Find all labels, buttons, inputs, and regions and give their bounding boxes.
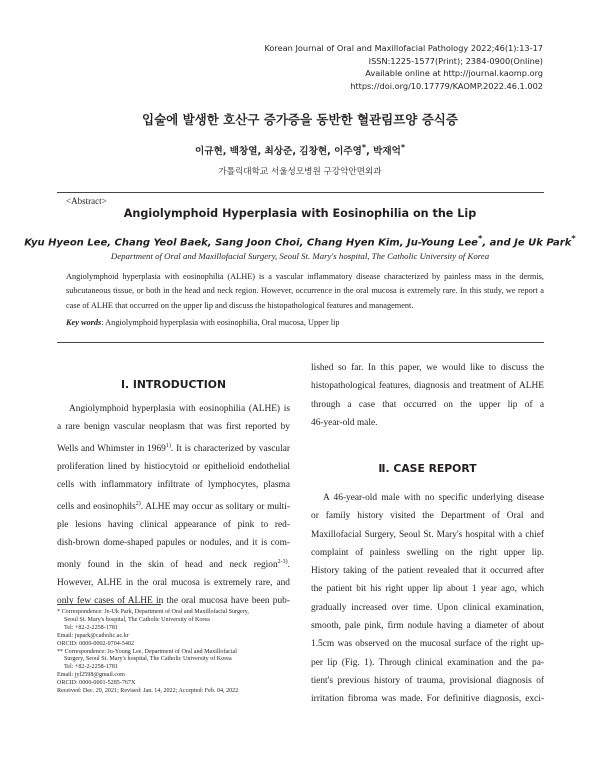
introduction-heading: Ⅰ. INTRODUCTION — [120, 378, 227, 391]
abstract-bottom-rule — [57, 342, 544, 343]
keywords-list: : Angiolymphoid hyperplasia with eosinophilia, Oral mucosa, Upper lip — [101, 318, 340, 327]
intro-line — [57, 495, 290, 516]
abstract-top-rule — [57, 192, 544, 193]
case-line: History taking of the patient revealed that it occurred after — [311, 566, 544, 577]
intro-line: Angiolymphoid hyperplasia with eosinophilia (ALHE) is — [69, 404, 290, 414]
intro-line-text: Wells and Whimster in 1969 — [57, 443, 166, 454]
korean-author-list: 이규현, 백창열, 최상준, 김창현, 이주영 — [194, 146, 362, 158]
korean-authors — [0, 143, 600, 157]
journal-online-url[interactable]: Available online at http://journal.kaomp.org — [365, 68, 543, 79]
journal-header — [264, 42, 543, 92]
footnote-line: * Correspondence: Je-Uk Park, Department of Oral and Maxillofacial Surgery, — [57, 609, 249, 615]
case-line: A 46-year-old male with no specific underlying disease — [323, 493, 544, 503]
case-line: Maxillofacial Surgery, Seoul St. Mary's hospital with a chief — [311, 529, 544, 540]
korean-author-mark-1: * — [361, 143, 367, 152]
intro-line: 46-year-old male. — [311, 417, 378, 428]
case-line: irritation fibroma was made. For definitive diagnosis, exci- — [311, 694, 544, 705]
footnotes — [57, 609, 297, 696]
intro-line: cells with inflammatory infiltrate of lymphocytes, plasma — [57, 480, 290, 491]
case-line: smooth, pale pink, firm nodule having a diameter of about — [311, 621, 544, 632]
footnote-line: Surgery, Seoul St. Mary's hospital, The Catholic University of Korea — [64, 656, 232, 663]
intro-line-text: . It is characterized by vascular — [170, 443, 290, 454]
introduction-body — [57, 400, 290, 611]
case-line: the patient bit his right upper lip about 1 year ago, which — [311, 584, 544, 595]
english-author-mark-2: * — [571, 233, 576, 243]
intro-line-text: cells and eosinophils — [57, 501, 136, 512]
footnote-line: Tel: +82-2-2258-1781 — [64, 664, 118, 671]
intro-line — [57, 553, 290, 574]
intro-line-text: monly found in the skin of head and neck region — [57, 559, 278, 570]
english-author-list: Kyu Hyeon Lee, Chang Yeol Baek, Sang Joon Choi, Chang Hyen Kim, Ju-Young Lee — [24, 237, 478, 249]
citation-ref: 2-3) — [277, 558, 288, 565]
intro-line: dish-brown dome-shaped papules or nodules, and it is com- — [57, 538, 290, 549]
case-line: or family history visited the Department of Oral and — [311, 511, 544, 522]
footnote-line: Seoul St. Mary's hospital, The Catholic University of Korea — [64, 616, 210, 623]
intro-line: through a case that occurred on the upper lip of a — [311, 399, 544, 410]
journal-citation: Korean Journal of Oral and Maxillofacial Pathology 2022;46(1):13-17 — [264, 43, 543, 53]
abstract-label: <Abstract> — [66, 196, 107, 206]
english-author-mark-1: * — [477, 233, 483, 243]
citation-ref: 2) — [135, 500, 141, 507]
abstract-body: Angiolymphoid hyperplasia with eosinophilia (ALHE) is a vascular inflammatory disease characterized by painless mass in the dermis, subcutaneous tissue, or both in the head and neck region. However, occurrence in the oral mucosa is extremely rare. In this study, we report a case of ALHE that occurred on the upper lip and discuss the histopathological features and management. — [66, 272, 544, 310]
case-line: complaint of painless swelling on the right upper lip. — [311, 547, 544, 558]
footnote-line: ** Correspondence: Ju-Young Lee, Department of Oral and Maxillofacial — [57, 648, 237, 655]
intro-line: ple lesions having clinical appearance of pink to red- — [57, 520, 290, 531]
intro-line: a rare benign vascular neoplasm that was first reported by — [57, 422, 290, 433]
footnote-email[interactable]: Email: jyl2598@gmail.com — [57, 672, 125, 679]
korean-title: 입술에 발생한 호산구 증가증을 동반한 혈관림프양 증식증 — [142, 112, 458, 127]
case-report-heading: Ⅱ. CASE REPORT — [378, 462, 477, 475]
footnote-email[interactable]: Email: jupark@catholic.ac.kr — [57, 632, 129, 639]
korean-author-mark-2: * — [400, 143, 406, 152]
citation-ref: 1) — [165, 442, 171, 449]
intro-line: histopathological features, diagnosis and treatment of ALHE — [311, 381, 544, 392]
english-title: Angiolymphoid Hyperplasia with Eosinophilia on the Lip — [123, 207, 477, 220]
footnote-orcid: ORCID: 0000-0002-9704-5402 — [57, 640, 135, 647]
keywords-label: Key words — [66, 318, 102, 327]
intro-line: only few cases of ALHE in the oral mucosa have been pub- — [57, 596, 290, 607]
intro-line-text: . ALHE may occur as solitary or multi- — [140, 501, 290, 512]
english-affiliation: Department of Oral and Maxillofacial Surgery, Seoul St. Mary's hospital, The Catholic University of Korea — [110, 251, 490, 261]
footnote-orcid: ORCID: 0000-0001-5285-767X — [57, 680, 136, 687]
case-line: tient's previous history of trauma, provisional diagnosis of — [311, 675, 544, 686]
case-line: per lip (Fig. 1). Through clinical examination and the pa- — [311, 657, 544, 668]
footnote-line: Tel: +82-2-2258-1781 — [64, 624, 118, 631]
keywords — [66, 318, 544, 327]
footnote-dates: Received: Dec. 29, 2021; Revised: Jan. 14, 2022; Accepted: Feb. 04, 2022 — [57, 688, 239, 695]
english-author-last: , and Je Uk Park — [482, 237, 572, 249]
journal-issn: ISSN:1225-1577(Print); 2384-0900(Online) — [368, 55, 543, 66]
journal-doi[interactable]: https://doi.org/10.17779/KAOMP.2022.46.1.002 — [350, 80, 543, 91]
korean-affiliation: 가톨릭대학교 서울성모병원 구강악안면외과 — [218, 167, 382, 177]
intro-line: lished so far. In this paper, we would like to discuss the — [311, 363, 544, 373]
case-line: 1.5cm was observed on the mucosal surface of the right up- — [311, 639, 544, 650]
intro-line: proliferation lined by histiocytoid or epithelioid endothelial — [57, 462, 290, 473]
introduction-continuation — [311, 359, 544, 432]
intro-line-text: . — [287, 559, 290, 570]
intro-line — [57, 437, 290, 458]
korean-author-last: , 박재억 — [366, 146, 401, 158]
english-authors — [0, 233, 600, 248]
case-line: gradually increased over time. Upon clinical examination, — [311, 602, 544, 613]
footnote-rule — [57, 604, 161, 605]
intro-line: However, ALHE in the oral mucosa is extremely rare, and — [57, 578, 290, 589]
case-report-body — [311, 489, 544, 709]
